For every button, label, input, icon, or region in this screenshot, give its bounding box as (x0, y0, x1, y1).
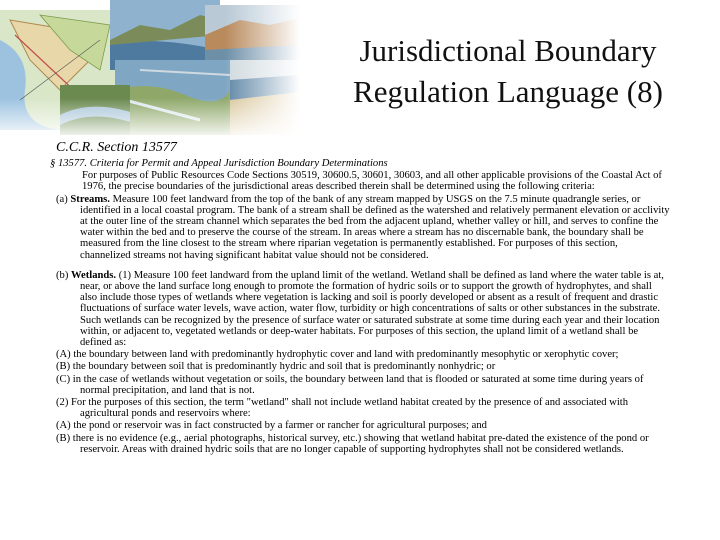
coastal-photo-collage (0, 0, 300, 140)
wetlands-paragraph (50, 270, 670, 348)
criteria-subtitle: § 13577. Criteria for Permit and Appeal Jurisdiction Boundary Determinations (50, 158, 388, 169)
list-item: (2) For the purposes of this section, the term "wetland" shall not include wetland habitat created by the presence of and associated with agricultural ponds and reservoirs where: (56, 397, 629, 420)
page-title (296, 30, 720, 112)
wetlands-heading: Wetlands. (71, 269, 117, 281)
title-line-1: Jurisdictional Boundary (359, 33, 657, 68)
list-item: (B) there is no evidence (e.g., aerial photographs, historical survey, etc.) showing that wetland habitat pre-dated the existence of the pond or reservoir. Areas with drained hydric soils that are no longer capable of supporting hydrophytes shall not be considered wetlands. (56, 432, 649, 455)
streams-paragraph (50, 194, 670, 261)
intro-paragraph: For purposes of Public Resources Code Sections 30519, 30600.5, 30601, 30603, and all other applicable provisions of the Coastal Act of 1976, the precise boundaries of the jurisdictional areas described therein shall be determined using the following criteria: (82, 170, 662, 193)
streams-text: Measure 100 feet landward from the top of the bank of any stream mapped by USGS on the 7.5 minute quadrangle series, or identified in a local coastal program. The bank of a stream shall be defined as the watershed and relatively permanent elevation or acclivity at the outer line of the stream channel which separates the bed from the adjacent upland, whether valley or hill, and serves to confine the water within the bed and to preserve the course of the stream. In areas where a stream has no discernable bank, the boundary shall be measured from the line closest to the stream where riparian vegetation is permanently established. For purposes of this section, channelized streams not having significant habitat value should not be considered. (80, 193, 670, 261)
streams-prefix: (a) (56, 193, 71, 205)
wetlands-prefix: (b) (56, 269, 72, 281)
list-item: (C) in the case of wetlands without vegetation or soils, the boundary between land that is flooded or saturated at some time during years of normal precipitation, and land that is not. (56, 373, 644, 396)
wetlands-text: (1) Measure 100 feet landward from the upland limit of the wetland. Wetland shall be defined as land where the water table is at, near, or above the land surface long enough to promote the formation of hydric soils or to support the growth of hydrophytes, and shall also include those types of wetlands where vegetation is lacking and soil is poorly developed or absent as a result of frequent and drastic fluctuations of surface water levels, wave action, water flow, turbidity or high concentrations of salts or other substances in the substrate. Such wetlands can be recognized by the presence of surface water or saturated substrate at some time during each year and their location within, or adjacent to, vegetated wetlands or deep-water habitats. For purposes of this section, the upland limit of a wetland shall be defined as: (80, 269, 664, 349)
regulation-text (50, 140, 670, 456)
title-line-2: Regulation Language (8) (353, 74, 663, 109)
spacer (50, 262, 670, 270)
list-item: (A) the pond or reservoir was in fact constructed by a farmer or rancher for agricultural purposes; and (56, 420, 487, 432)
list-item: (B) the boundary between soil that is predominantly hydric and soil that is predominantly nonhydric; or (56, 361, 496, 373)
list-item: (A) the boundary between land with predominantly hydrophytic cover and land with predominantly mesophytic or xerophytic cover; (56, 349, 619, 361)
streams-heading: Streams. (70, 193, 110, 205)
section-heading: C.C.R. Section 13577 (56, 140, 177, 155)
